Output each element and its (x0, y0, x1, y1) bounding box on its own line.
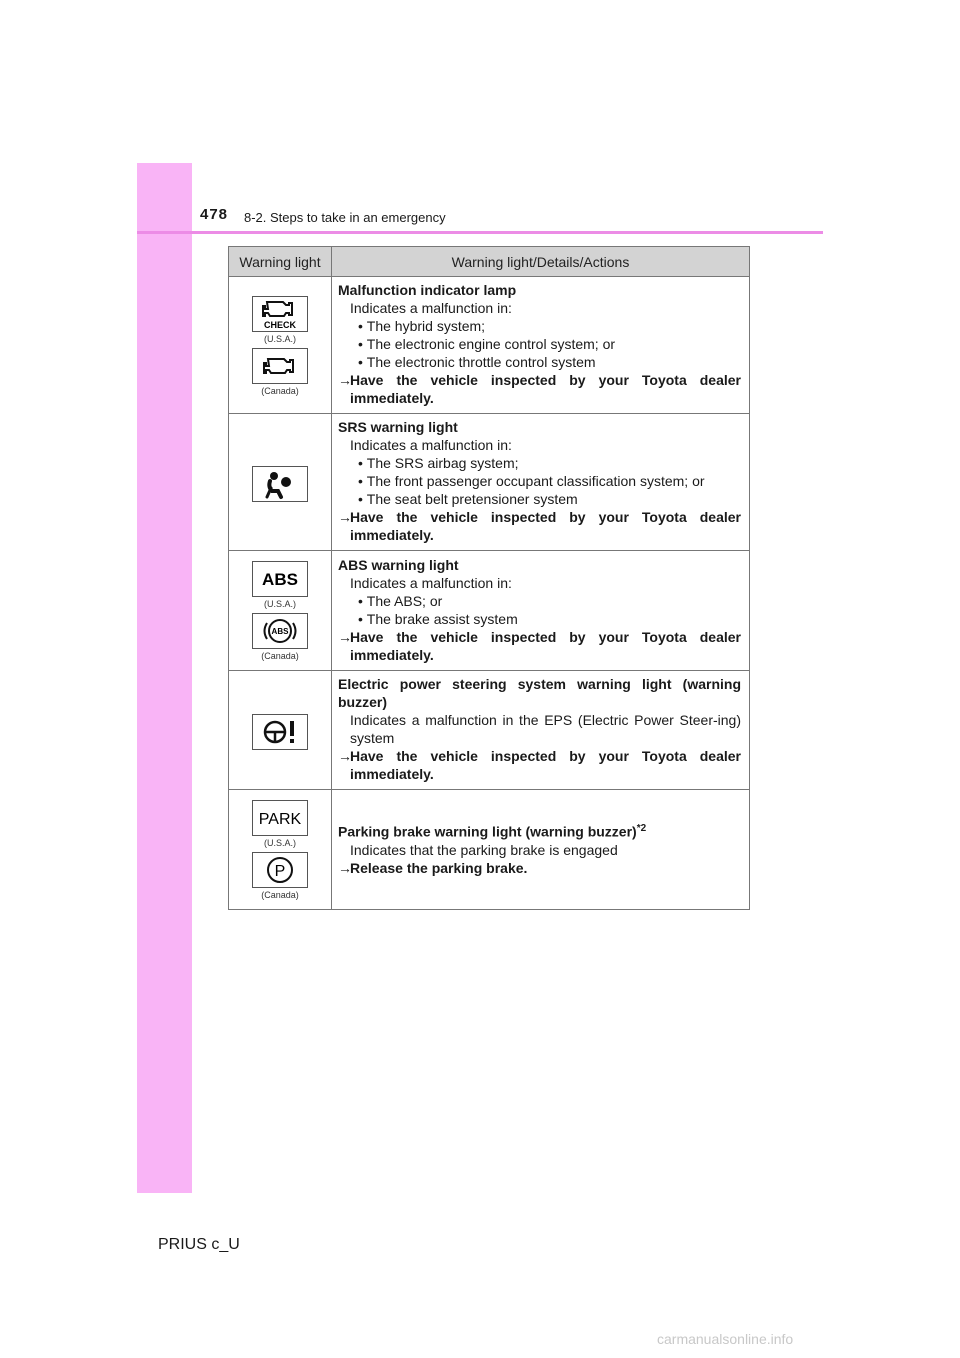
bullet-item: • The electronic engine control system; or (338, 335, 741, 353)
watermark: carmanualsonline.info (657, 1331, 794, 1347)
action-text: Have the vehicle inspected by your Toyota dealer immediately. (350, 628, 741, 663)
action-line (338, 747, 741, 783)
chapter-tab-bar (137, 163, 192, 1193)
table-row (229, 277, 750, 414)
svg-text:ABS: ABS (271, 627, 289, 636)
bullet-item: • The hybrid system; (338, 317, 741, 335)
warning-intro: Indicates a malfunction in: (350, 574, 512, 591)
table-header-row (229, 247, 750, 277)
svg-text:ABS: ABS (262, 570, 298, 589)
srs-airbag-icon (252, 466, 308, 502)
warning-title: ABS warning light (338, 556, 459, 573)
table-row (229, 414, 750, 551)
column-header-warning-light: Warning light (229, 247, 332, 277)
details-cell (332, 277, 750, 414)
bullet-item: • The brake assist system (338, 610, 741, 628)
svg-text:P: P (274, 863, 286, 880)
details-cell (332, 551, 750, 671)
warning-intro: Indicates a malfunction in: (350, 300, 512, 316)
arrow-icon: → (338, 509, 352, 525)
table-row (229, 551, 750, 671)
header-rule (137, 231, 823, 234)
action-text: Have the vehicle inspected by your Toyota dealer immediately. (350, 509, 741, 543)
arrow-icon: → (338, 859, 352, 876)
warning-intro: Indicates a malfunction in the EPS (Electric Power Steer-ing) system (350, 712, 741, 746)
bullet-item: • The ABS; or (338, 592, 741, 610)
action-line (338, 371, 741, 407)
action-line (338, 859, 741, 877)
warning-light-table (228, 246, 750, 910)
table-row (229, 671, 750, 790)
action-line (338, 508, 741, 544)
icon-caption-usa: (U.S.A.) (263, 599, 296, 609)
bullet-item: • The seat belt pretensioner system (338, 490, 741, 508)
page-number: 478 (200, 206, 229, 223)
icon-caption-canada: (Canada) (261, 890, 299, 900)
action-text: Release the parking brake. (350, 859, 528, 876)
column-header-details: Warning light/Details/Actions (332, 247, 750, 277)
park-text-icon (252, 800, 308, 836)
warning-title: Parking brake warning light (warning buzzer) (338, 823, 637, 840)
engine-check-icon (252, 296, 308, 332)
table-row (229, 790, 750, 910)
bullet-item: • The front passenger occupant classification system; or (338, 472, 741, 490)
action-line (338, 628, 741, 664)
bullet-item: • The SRS airbag system; (338, 454, 741, 472)
icon-cell (229, 790, 332, 910)
icon-caption-usa: (U.S.A.) (263, 333, 296, 344)
warning-title-wrap (338, 820, 741, 841)
bullet-item: • The electronic throttle control system (338, 353, 741, 371)
svg-text:PARK: PARK (258, 811, 302, 828)
steering-warning-icon (252, 714, 308, 750)
icon-cell (229, 414, 332, 551)
abs-circle-icon (252, 613, 308, 649)
icon-caption-usa: (U.S.A.) (263, 838, 296, 848)
svg-text:CHECK: CHECK (263, 319, 297, 330)
engine-icon (252, 348, 308, 384)
action-text: Have the vehicle inspected by your Toyota dealer immediately. (350, 372, 741, 406)
details-cell (332, 790, 750, 910)
action-text: Have the vehicle inspected by your Toyota dealer immediately. (350, 748, 741, 782)
warning-title: Electric power steering system warning light (warning buzzer) (338, 676, 741, 710)
section-title: 8-2. Steps to take in an emergency (244, 210, 446, 225)
warning-title: SRS warning light (338, 419, 458, 435)
footer-model: PRIUS c_U (158, 1236, 240, 1253)
footnote-mark: *2 (636, 823, 647, 835)
arrow-icon: → (338, 372, 352, 388)
details-cell (332, 671, 750, 790)
abs-text-icon (252, 561, 308, 597)
arrow-icon: → (338, 748, 352, 764)
icon-cell (229, 671, 332, 790)
parking-p-icon (252, 852, 308, 888)
icon-cell (229, 551, 332, 671)
warning-intro: Indicates a malfunction in: (350, 437, 512, 453)
warning-intro: Indicates that the parking brake is engaged (350, 841, 618, 858)
icon-cell (229, 277, 332, 414)
icon-caption-canada: (Canada) (261, 651, 299, 661)
icon-caption-canada: (Canada) (261, 385, 299, 396)
arrow-icon: → (338, 628, 352, 645)
warning-title: Malfunction indicator lamp (338, 282, 517, 298)
details-cell (332, 414, 750, 551)
